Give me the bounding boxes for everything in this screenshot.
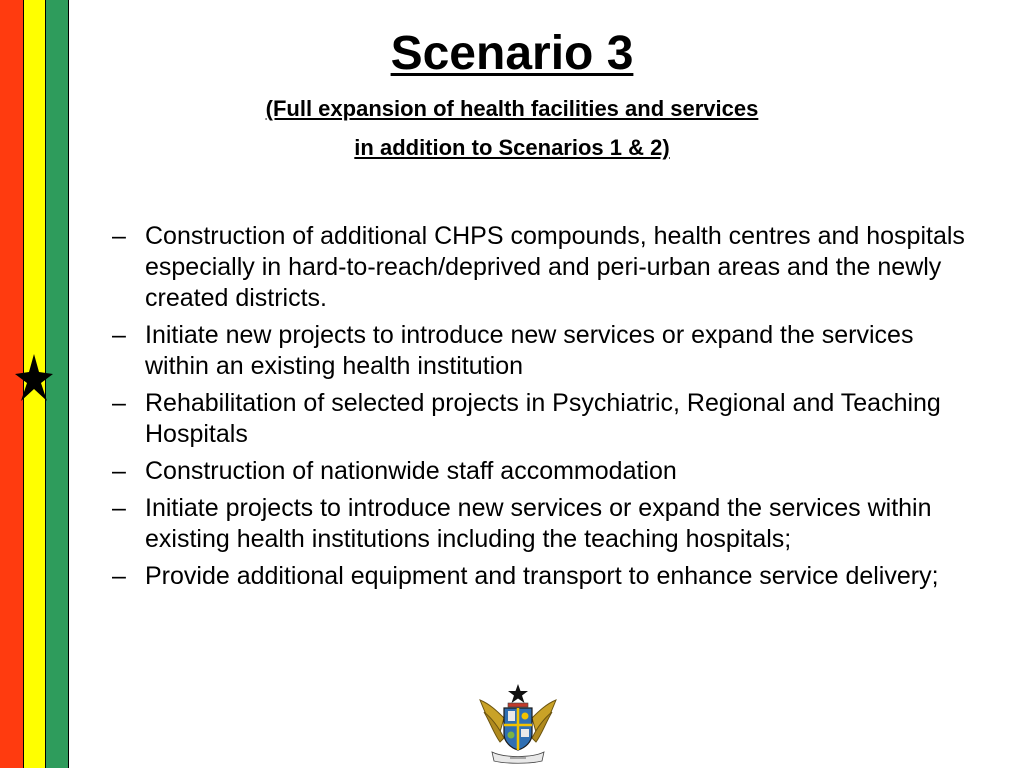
black-star-icon (14, 352, 54, 404)
bullet-dash: – (112, 389, 126, 417)
bullet-item (112, 456, 982, 487)
bullet-item (112, 320, 982, 382)
bullet-item (112, 561, 982, 592)
bullet-text: Construction of additional CHPS compounds, health centres and hospitals especially in hard-to-reach/deprived and peri-urban areas and the newly created districts. (145, 222, 965, 312)
star-shape (15, 354, 53, 401)
bullet-dash: – (112, 494, 126, 522)
bullet-item (112, 493, 982, 555)
slide-subtitle-line-1: (Full expansion of health facilities and services (265, 96, 759, 121)
slide-title: Scenario 3 (390, 27, 634, 80)
bullet-dash: – (112, 222, 126, 250)
bullet-item (112, 221, 982, 314)
bullet-dash: – (112, 321, 126, 349)
slide-subtitle-line-2: in addition to Scenarios 1 & 2) (354, 135, 670, 160)
bullet-text: Rehabilitation of selected projects in Psychiatric, Regional and Teaching Hospitals (145, 389, 941, 448)
bullet-list (112, 221, 982, 598)
bullet-text: Initiate projects to introduce new services or expand the services within existing health institutions including the teaching hospitals; (145, 494, 932, 553)
bullet-text: Construction of nationwide staff accommodation (145, 457, 677, 485)
bullet-text: Provide additional equipment and transport to enhance service delivery; (145, 562, 939, 590)
ghana-coat-of-arms-icon (470, 682, 566, 764)
bullet-dash: – (112, 562, 126, 590)
bullet-text: Initiate new projects to introduce new services or expand the services within an existing health institution (145, 321, 914, 380)
bullet-dash: – (112, 457, 126, 485)
bullet-item (112, 388, 982, 450)
